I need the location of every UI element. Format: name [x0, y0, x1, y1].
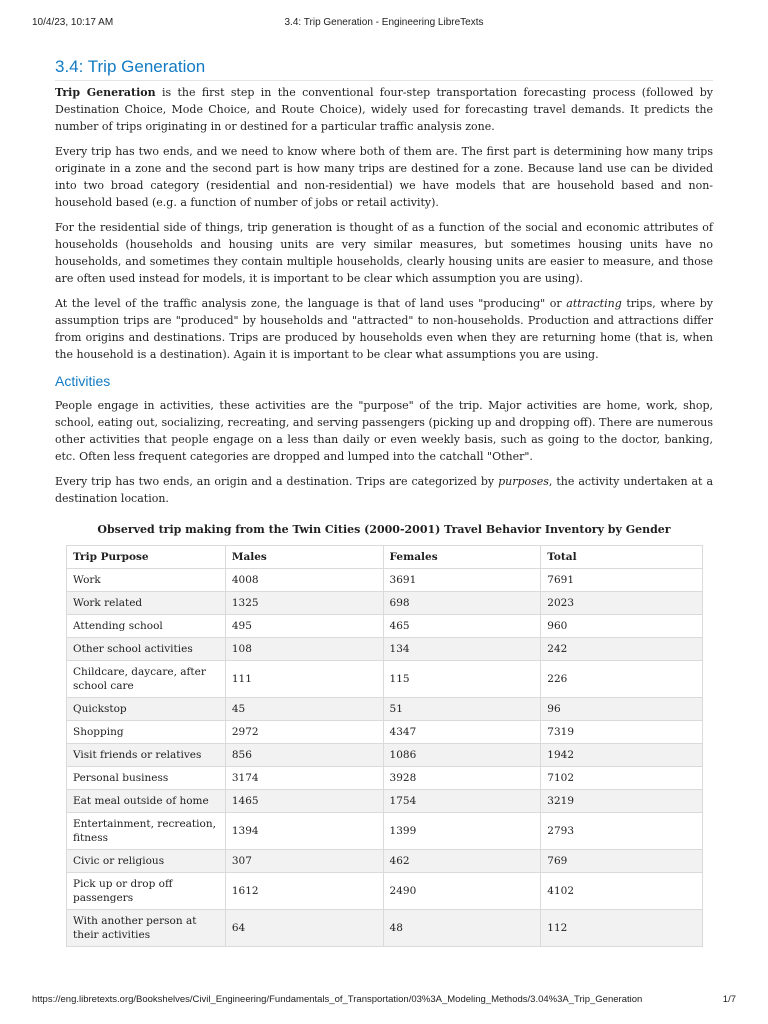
print-page-title: 3.4: Trip Generation - Engineering LibreTexts — [284, 17, 484, 28]
table-row — [67, 744, 703, 767]
header-females: Females — [383, 546, 541, 569]
table-row — [67, 767, 703, 790]
paragraph-land-use-text-b: trips, where by assumption trips are "produced" by households and "attracted" to non-households. Production and attractions differ from origins and destinations. Trips are produced by households even when they are returning home (that is, when the household is a destination). Again it is important to be clear what assumptions you are using. — [55, 297, 714, 361]
cell-males: 108 — [225, 638, 383, 661]
cell-total: 7102 — [541, 767, 703, 790]
cell-males: 1325 — [225, 592, 383, 615]
cell-purpose: Eat meal outside of home — [67, 790, 226, 813]
article-content — [55, 55, 713, 947]
header-males: Males — [225, 546, 383, 569]
table-row — [67, 615, 703, 638]
cell-purpose: Visit friends or relatives — [67, 744, 226, 767]
cell-females: 3691 — [383, 569, 541, 592]
cell-females: 698 — [383, 592, 541, 615]
print-header — [32, 17, 736, 31]
table-caption: Observed trip making from the Twin Cities (2000-2001) Travel Behavior Inventory by Gender — [97, 523, 671, 536]
cell-purpose: Attending school — [67, 615, 226, 638]
table-row — [67, 721, 703, 744]
cell-purpose: Personal business — [67, 767, 226, 790]
cell-males: 45 — [225, 698, 383, 721]
cell-purpose: With another person at their activities — [67, 910, 226, 947]
paragraph-land-use — [55, 295, 713, 363]
cell-purpose: Other school activities — [67, 638, 226, 661]
page-number: 1/7 — [722, 994, 736, 1005]
cell-females: 4347 — [383, 721, 541, 744]
cell-total: 226 — [541, 661, 703, 698]
cell-females: 2490 — [383, 873, 541, 910]
cell-total: 7319 — [541, 721, 703, 744]
cell-females: 1086 — [383, 744, 541, 767]
cell-females: 115 — [383, 661, 541, 698]
cell-males: 64 — [225, 910, 383, 947]
cell-purpose: Civic or religious — [67, 850, 226, 873]
table-row — [67, 638, 703, 661]
table-row — [67, 910, 703, 947]
table-row — [67, 592, 703, 615]
cell-males: 3174 — [225, 767, 383, 790]
cell-females: 3928 — [383, 767, 541, 790]
trip-purpose-table — [66, 545, 703, 947]
print-url: https://eng.libretexts.org/Bookshelves/Civil_Engineering/Fundamentals_of_Transportation/03%3A_Modeling_Methods/3.04%3A_Trip_Generation — [32, 994, 643, 1005]
print-footer — [32, 994, 736, 1008]
cell-females: 462 — [383, 850, 541, 873]
cell-females: 134 — [383, 638, 541, 661]
intro-term: Trip Generation — [55, 86, 156, 99]
paragraph-residential: For the residential side of things, trip generation is thought of as a function of the social and economic attributes of households (households and housing units are very similar measures, but sometimes housing units have no households, and sometimes they contain multiple households, clearly housing units are easier to measure, and those are often used instead for models, it is important to be clear which assumption you are using). — [55, 221, 713, 285]
print-date: 10/4/23, 10:17 AM — [32, 17, 114, 28]
table-row — [67, 813, 703, 850]
cell-females: 51 — [383, 698, 541, 721]
paragraph-activities: People engage in activities, these activities are the "purpose" of the trip. Major activities are home, work, shop, school, eating out, socializing, recreating, and serving passengers (picking up and dropping off). There are numerous other activities that people engage on a less than daily or even weekly basis, such as going to the doctor, banking, etc. Often less frequent categories are dropped and lumped into the catchall "Other". — [55, 399, 713, 463]
cell-total: 96 — [541, 698, 703, 721]
cell-females: 465 — [383, 615, 541, 638]
cell-total: 3219 — [541, 790, 703, 813]
cell-purpose: Pick up or drop off passengers — [67, 873, 226, 910]
paragraph-purposes — [55, 473, 713, 507]
cell-males: 307 — [225, 850, 383, 873]
cell-total: 960 — [541, 615, 703, 638]
header-trip-purpose: Trip Purpose — [67, 546, 226, 569]
table-row — [67, 698, 703, 721]
header-total: Total — [541, 546, 703, 569]
cell-males: 4008 — [225, 569, 383, 592]
cell-purpose: Work related — [67, 592, 226, 615]
cell-total: 4102 — [541, 873, 703, 910]
cell-total: 1942 — [541, 744, 703, 767]
cell-males: 856 — [225, 744, 383, 767]
cell-total: 2793 — [541, 813, 703, 850]
cell-males: 2972 — [225, 721, 383, 744]
cell-males: 495 — [225, 615, 383, 638]
cell-purpose: Childcare, daycare, after school care — [67, 661, 226, 698]
intro-text: is the first step in the conventional four-step transportation forecasting process (followed by Destination Choice, Mode Choice, and Route Choice), widely used for forecasting travel demands. It predicts the number of trips originating in or destined for a particular traffic analysis zone. — [55, 86, 713, 133]
table-row — [67, 661, 703, 698]
page-title: 3.4: Trip Generation — [55, 55, 713, 81]
cell-purpose: Shopping — [67, 721, 226, 744]
cell-total: 242 — [541, 638, 703, 661]
cell-males: 1612 — [225, 873, 383, 910]
activities-heading: Activities — [55, 373, 111, 389]
paragraph-purposes-text-a: Every trip has two ends, an origin and a destination. Trips are categorized by — [55, 475, 499, 488]
table-row — [67, 569, 703, 592]
cell-purpose: Quickstop — [67, 698, 226, 721]
emphasis-purposes: purposes — [498, 475, 549, 488]
cell-purpose: Work — [67, 569, 226, 592]
cell-males: 1394 — [225, 813, 383, 850]
cell-total: 7691 — [541, 569, 703, 592]
paragraph-purposes-text-b: , the activity undertaken at a destination location. — [55, 475, 713, 505]
table-row — [67, 873, 703, 910]
cell-total: 769 — [541, 850, 703, 873]
cell-total: 112 — [541, 910, 703, 947]
table-row — [67, 790, 703, 813]
cell-males: 1465 — [225, 790, 383, 813]
cell-total: 2023 — [541, 592, 703, 615]
paragraph-land-use-text-a: At the level of the traffic analysis zone, the language is that of land uses "producing" or — [55, 297, 567, 310]
cell-males: 111 — [225, 661, 383, 698]
intro-paragraph — [55, 84, 713, 135]
paragraph-trip-ends: Every trip has two ends, and we need to know where both of them are. The first part is determining how many trips originate in a zone and the second part is how many trips are destined for a zone. Because land use can be divided into two broad category (residential and non-residential) we have models that are household based and non-household based (e.g. a function of number of jobs or retail activity). — [55, 145, 713, 209]
cell-females: 1399 — [383, 813, 541, 850]
cell-females: 1754 — [383, 790, 541, 813]
table-header-row — [67, 546, 703, 569]
cell-purpose: Entertainment, recreation, fitness — [67, 813, 226, 850]
cell-females: 48 — [383, 910, 541, 947]
table-row — [67, 850, 703, 873]
emphasis-attracting: attracting — [566, 297, 622, 310]
